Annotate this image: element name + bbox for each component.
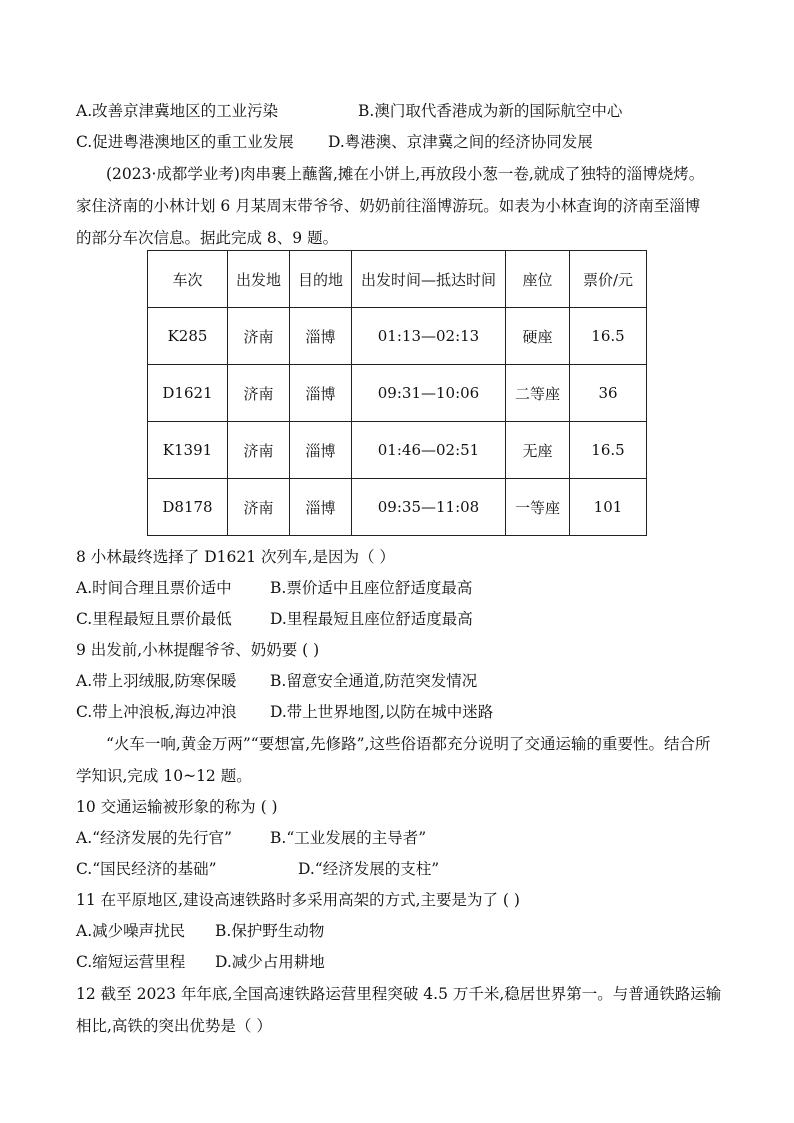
passage1-line1: (2023·成都学业考)肉串裹上蘸酱,摊在小饼上,再放段小葱一卷,就成了独特的淄博烧烤。 — [106, 165, 705, 183]
table-header-cell: 车次 — [148, 251, 228, 308]
table-cell: 济南 — [228, 308, 290, 365]
q10-options-row2 — [76, 859, 439, 879]
q11-option-c: C.缩短运营里程 — [76, 953, 186, 971]
table-cell: 济南 — [228, 422, 290, 479]
q7-options-row1 — [76, 101, 622, 121]
q10-stem: 10 交通运输被形象的称为 ( ) — [76, 798, 278, 816]
table-cell: K285 — [148, 308, 228, 365]
q9-option-d: D.带上世界地图,以防在城中迷路 — [270, 703, 494, 721]
q11-option-b: B.保护野生动物 — [215, 922, 325, 940]
table-row — [148, 479, 647, 536]
q7-option-b: B.澳门取代香港成为新的国际航空中心 — [358, 102, 623, 120]
q9-options-row1 — [76, 671, 477, 691]
q10-options-row1 — [76, 828, 426, 848]
table-cell: 硬座 — [506, 308, 570, 365]
table-row — [148, 365, 647, 422]
passage2-line1: “火车一响,黄金万两”“要想富,先修路”,这些俗语都充分说明了交通运输的重要性。结合所 — [106, 735, 711, 753]
q11-options-row2 — [76, 952, 325, 972]
table-cell: 淄博 — [290, 308, 352, 365]
q9-option-c: C.带上冲浪板,海边冲浪 — [76, 703, 237, 721]
q12-stem-line2: 相比,高铁的突出优势是（ ） — [76, 1017, 272, 1035]
table-cell: 济南 — [228, 365, 290, 422]
q8-options-row2 — [76, 609, 473, 629]
table-cell: K1391 — [148, 422, 228, 479]
q8-option-c: C.里程最短且票价最低 — [76, 610, 232, 628]
q11-options-row1 — [76, 921, 324, 941]
table-cell: 无座 — [506, 422, 570, 479]
q7-option-a: A.改善京津冀地区的工业污染 — [76, 102, 279, 120]
q11-option-d: D.减少占用耕地 — [215, 953, 325, 971]
table-cell: 淄博 — [290, 422, 352, 479]
table-cell: 09:31—10:06 — [352, 365, 506, 422]
q8-option-b: B.票价适中且座位舒适度最高 — [270, 579, 473, 597]
q12-stem-line1: 12 截至 2023 年年底,全国高速铁路运营里程突破 4.5 万千米,稳居世界第一。与普通铁路运输 — [76, 985, 722, 1003]
table-cell: 二等座 — [506, 365, 570, 422]
table-cell: 101 — [570, 479, 647, 536]
q8-options-row1 — [76, 578, 472, 598]
table-cell: D8178 — [148, 479, 228, 536]
table-header-cell: 座位 — [506, 251, 570, 308]
train-schedule-table — [147, 250, 647, 536]
table-cell: 淄博 — [290, 365, 352, 422]
q10-option-d: D.“经济发展的支柱” — [298, 860, 440, 878]
q8-option-a: A.时间合理且票价适中 — [76, 579, 232, 597]
q7-option-d: D.粤港澳、京津冀之间的经济协同发展 — [328, 133, 593, 151]
passage1-line3: 的部分车次信息。据此完成 8、9 题。 — [76, 229, 339, 247]
table-row — [148, 308, 647, 365]
table-cell: 09:35—11:08 — [352, 479, 506, 536]
table-cell: 16.5 — [570, 422, 647, 479]
passage1-line2: 家住济南的小林计划 6 月某周末带爷爷、奶奶前往淄博游玩。如表为小林查询的济南至淄博 — [76, 197, 701, 215]
q9-option-a: A.带上羽绒服,防寒保暖 — [76, 672, 237, 690]
q9-options-row2 — [76, 702, 493, 722]
table-header-cell: 票价/元 — [570, 251, 647, 308]
table-cell: 济南 — [228, 479, 290, 536]
table-cell: 01:46—02:51 — [352, 422, 506, 479]
table-cell: 16.5 — [570, 308, 647, 365]
table-header-cell: 出发时间—抵达时间 — [352, 251, 506, 308]
q10-option-c: C.“国民经济的基础” — [76, 860, 217, 878]
table-cell: 36 — [570, 365, 647, 422]
table-header-cell: 目的地 — [290, 251, 352, 308]
q10-option-a: A.“经济发展的先行官” — [76, 829, 232, 847]
table-header-cell: 出发地 — [228, 251, 290, 308]
q11-stem: 11 在平原地区,建设高速铁路时多采用高架的方式,主要是为了 ( ) — [76, 891, 520, 909]
passage2-line2: 学知识,完成 10~12 题。 — [76, 767, 252, 785]
q10-option-b: B.“工业发展的主导者” — [270, 829, 427, 847]
q7-options-row2 — [76, 132, 593, 152]
table-cell: 一等座 — [506, 479, 570, 536]
q8-stem: 8 小林最终选择了 D1621 次列车,是因为（ ） — [76, 548, 395, 566]
table-cell: 01:13—02:13 — [352, 308, 506, 365]
q8-option-d: D.里程最短且座位舒适度最高 — [270, 610, 473, 628]
q9-stem: 9 出发前,小林提醒爷爷、奶奶要 ( ) — [76, 641, 320, 659]
table-row — [148, 422, 647, 479]
q11-option-a: A.减少噪声扰民 — [76, 922, 186, 940]
table-cell: 淄博 — [290, 479, 352, 536]
table-cell: D1621 — [148, 365, 228, 422]
q7-option-c: C.促进粤港澳地区的重工业发展 — [76, 133, 294, 151]
table-header-row — [148, 251, 647, 308]
q9-option-b: B.留意安全通道,防范突发情况 — [270, 672, 478, 690]
